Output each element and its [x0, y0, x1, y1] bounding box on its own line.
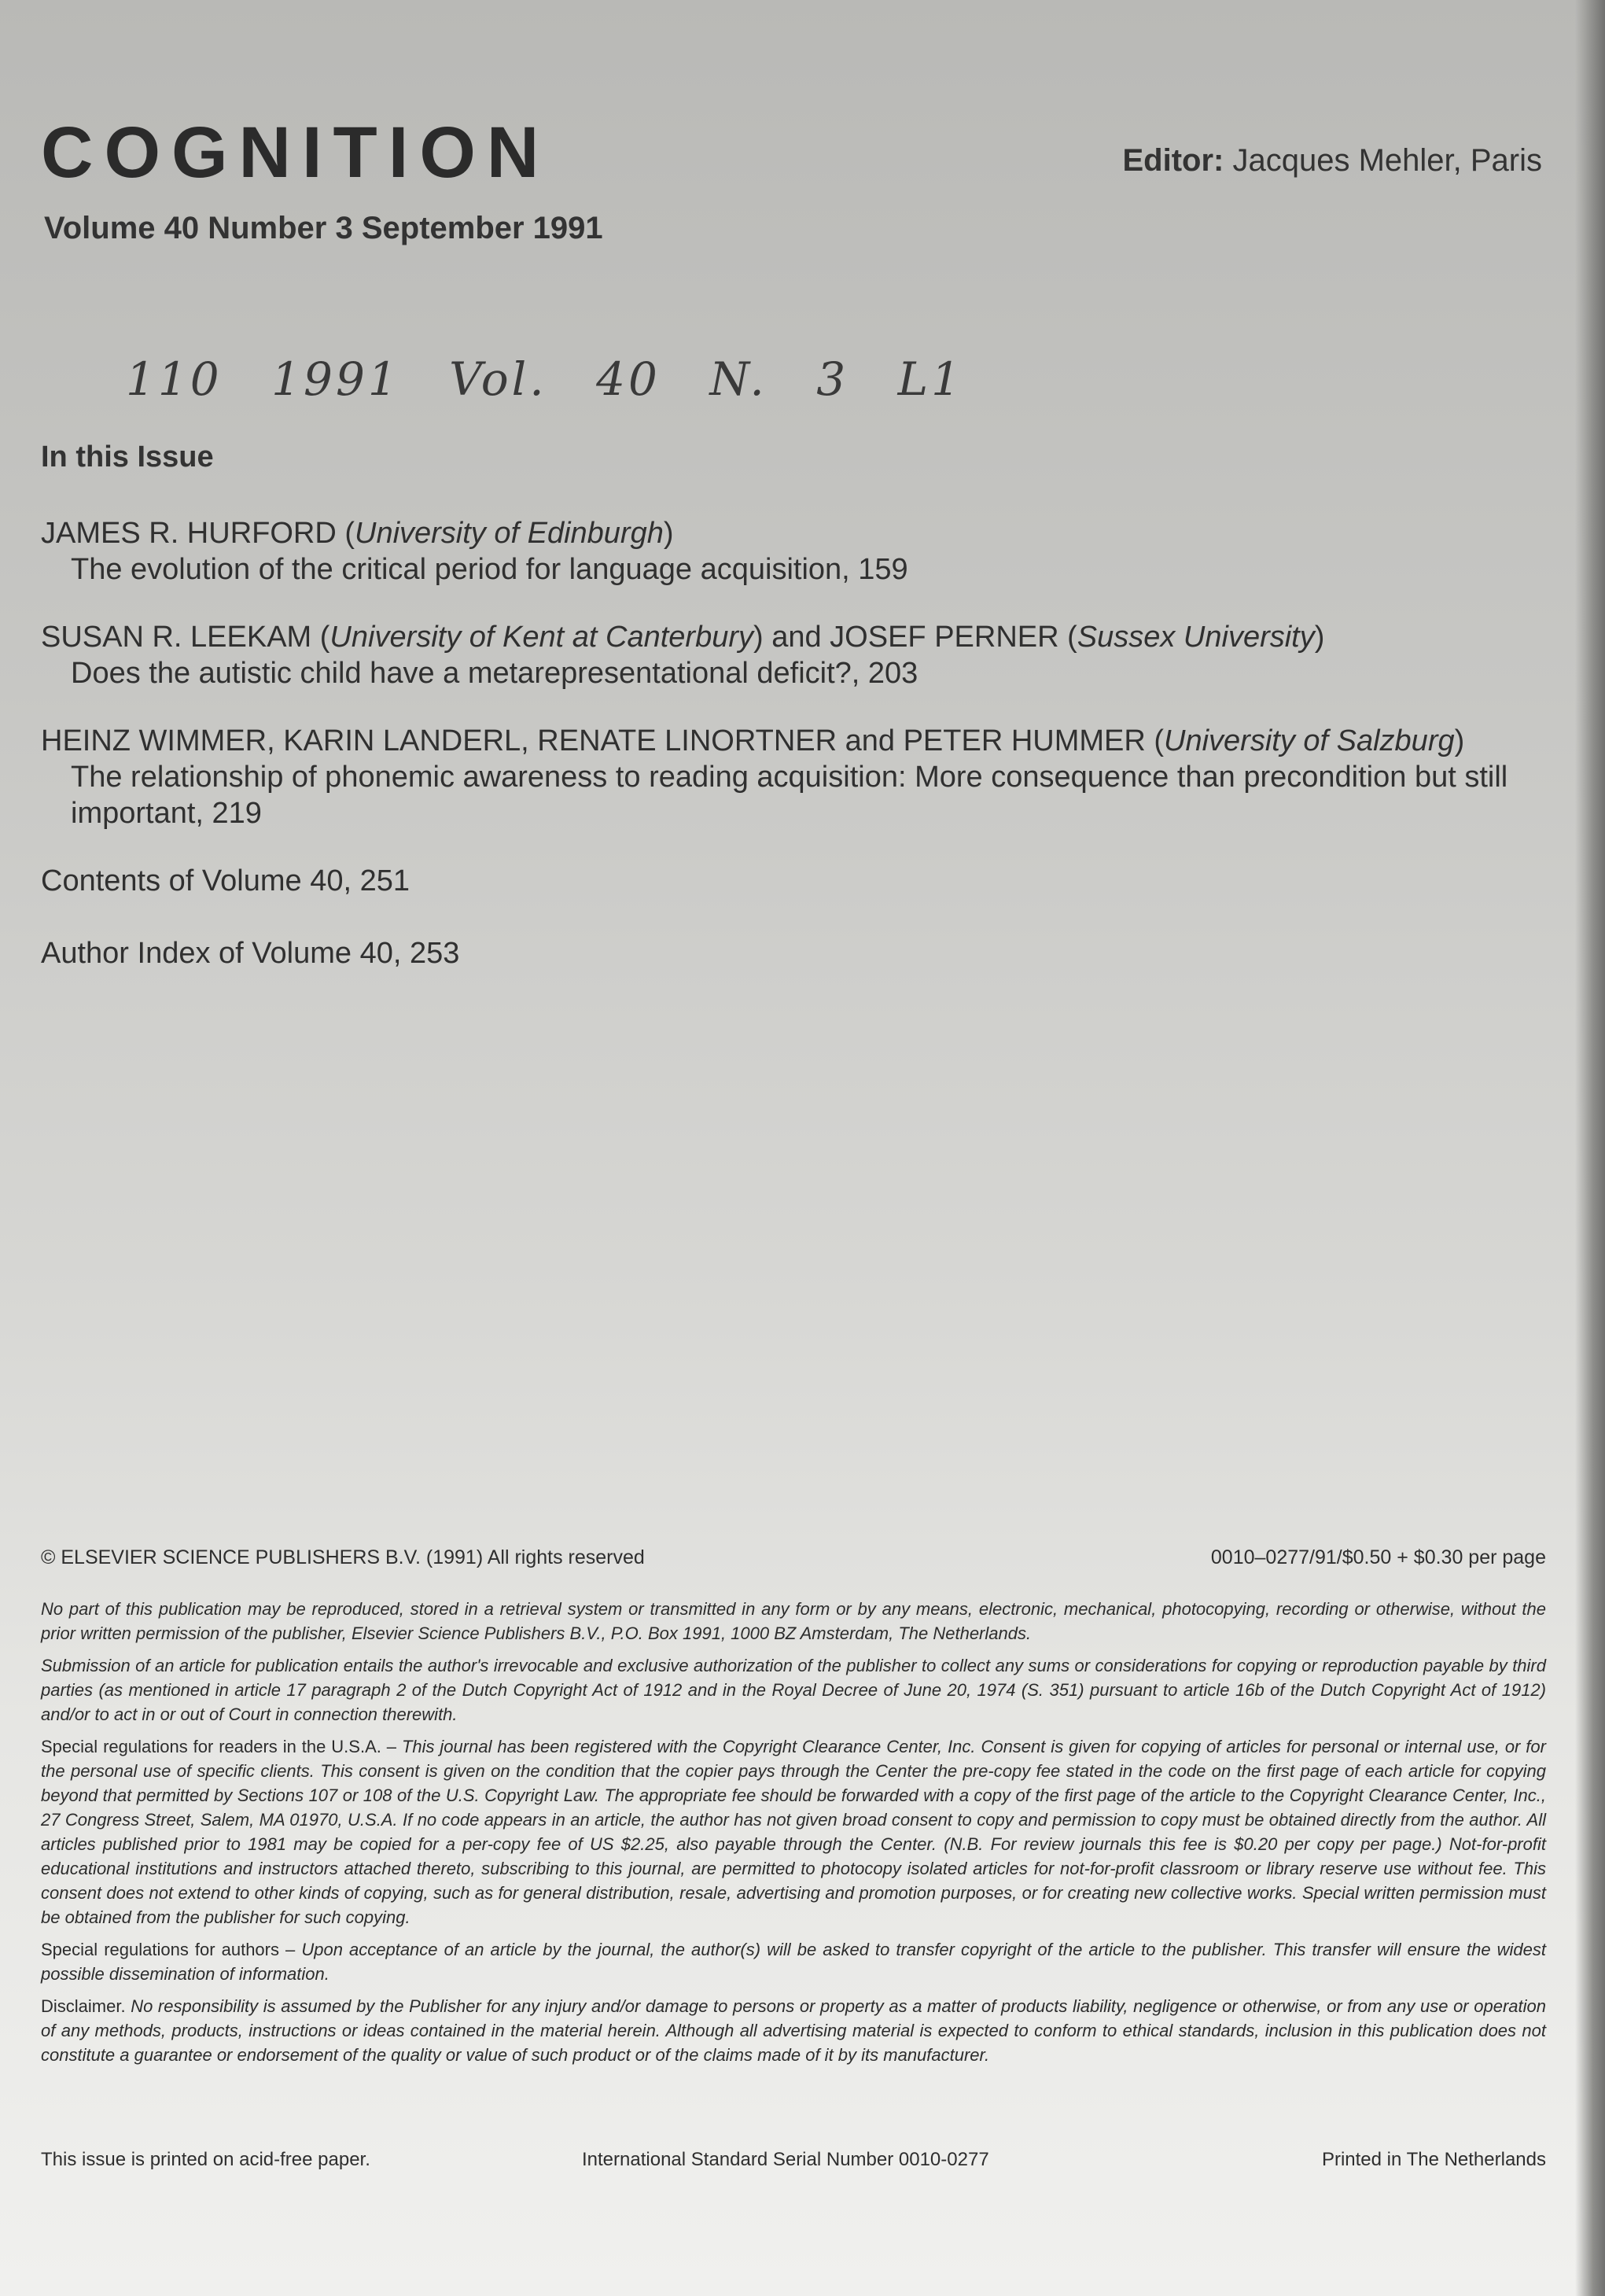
submission-notice: Submission of an article for publication entails the author's irrevocable and exclusive authorization of the publisher to collect any sums or considerations for copying or reproduction payable by third parties (as mentioned in article 17 paragraph 2 of the Dutch Copyright Act of 1912 and in the Royal Decree of June 20, 1974 (S. 351) pursuant to article 16b of the Dutch Copyright Act of 1912) and/or to act in or out of Court in connection therewith. [41, 1656, 1546, 1724]
issn-line: International Standard Serial Number 0010-0277 [582, 2149, 989, 2170]
disclaimer: Disclaimer. No responsibility is assumed by the Publisher for any injury and/or damage to persons or property as a matter of products liability, negligence or otherwise, or from any use or operation of any methods, products, instructions or ideas contained in the material herein. Although all advertising material is expected to conform to ethical standards, inclusion in this publication does not constitute a guarantee or endorsement of the quality or value of such product or of the claims made of it by its manufacturer. [41, 1996, 1546, 2065]
article-list [41, 515, 1559, 1008]
handwritten-note: 110 1991 Vol. 40 N. 3 L1 [126, 352, 963, 406]
reproduction-notice: No part of this publication may be reproduced, stored in a retrieval system or transmitted in any form or by any means, electronic, mechanical, photocopying, recording or otherwise, without the prior written permission of the publisher, Elsevier Science Publishers B.V., P.O. Box 1991, 1000 BZ Amsterdam, The Netherlands. [41, 1599, 1546, 1643]
printed-in: Printed in The Netherlands [1321, 2149, 1546, 2170]
volume-line: Volume 40 Number 3 September 1991 [44, 211, 603, 245]
author-regulations: Special regulations for authors – Upon acceptance of an article by the journal, the author(s) will be asked to transfer copyright of the article to the publisher. This transfer will ensure the widest possible dissemination of information. [41, 1940, 1546, 1984]
issn-fee-code: 0010–0277/91/$0.50 + $0.30 per page [1210, 1546, 1546, 1568]
fine-print [41, 1597, 1546, 2075]
article-title: The relationship of phonemic awareness to reading acquisition: More consequence than precondition but still important, 219 [71, 761, 1508, 830]
article-authors: SUSAN R. LEEKAM (University of Kent at Canterbury) and JOSEF PERNER (Sussex University) [41, 621, 1325, 654]
section-title: In this Issue [41, 440, 214, 474]
page-edge-shadow [1575, 0, 1605, 2296]
editor-label: Editor: [1122, 143, 1224, 178]
article-entry [41, 515, 1559, 588]
editor-line [1122, 143, 1542, 179]
article-entry [41, 723, 1559, 831]
article-authors: HEINZ WIMMER, KARIN LANDERL, RENATE LINORTNER and PETER HUMMER (University of Salzburg) [41, 724, 1465, 757]
author-index-entry: Author Index of Volume 40, 253 [41, 937, 460, 970]
article-entry [41, 619, 1559, 691]
editor-name: Jacques Mehler, Paris [1232, 143, 1542, 178]
journal-title: COGNITION [41, 112, 550, 193]
article-authors: JAMES R. HURFORD (University of Edinburgh) [41, 517, 674, 550]
contents-entry: Contents of Volume 40, 251 [41, 864, 410, 897]
usa-regulations: Special regulations for readers in the U.S.A. – This journal has been registered with the Copyright Clearance Center, Inc. Consent is given for copying of articles for personal or internal use, or for the personal use of specific clients. This consent is given on the condition that the copier pays through the Center the pre-copy fee stated in the code on the first page of each article for copying beyond that permitted by Sections 107 or 108 of the U.S. Copyright Law. The appropriate fee should be forwarded with a copy of the first page of the article to the Copyright Clearance Center, Inc., 27 Congress Street, Salem, MA 01970, U.S.A. If no code appears in an article, the author has not given broad consent to copy and permission to copy must be obtained directly from the author. All articles published prior to 1981 may be copied for a per-copy fee of US $2.25, also payable through the Center. (N.B. For review journals this fee is $0.20 per copy per page.) Not-for-profit educational institutions and instructors attached thereto, subscribing to this journal, are permitted to photocopy isolated articles for not-for-profit classroom or library reserve use without fee. This consent does not extend to other kinds of copying, such as for general distribution, resale, advertising and promotion purposes, or for creating new collective works. Special written permission must be obtained from the publisher for such copying. [41, 1737, 1546, 1927]
article-title: Does the autistic child have a metarepresentational deficit?, 203 [71, 657, 918, 690]
copyright-row [41, 1546, 1546, 1569]
article-title: The evolution of the critical period for language acquisition, 159 [71, 553, 908, 586]
copyright-notice: © ELSEVIER SCIENCE PUBLISHERS B.V. (1991) All rights reserved [41, 1546, 645, 1568]
acid-free-note: This issue is printed on acid-free paper. [41, 2149, 370, 2170]
